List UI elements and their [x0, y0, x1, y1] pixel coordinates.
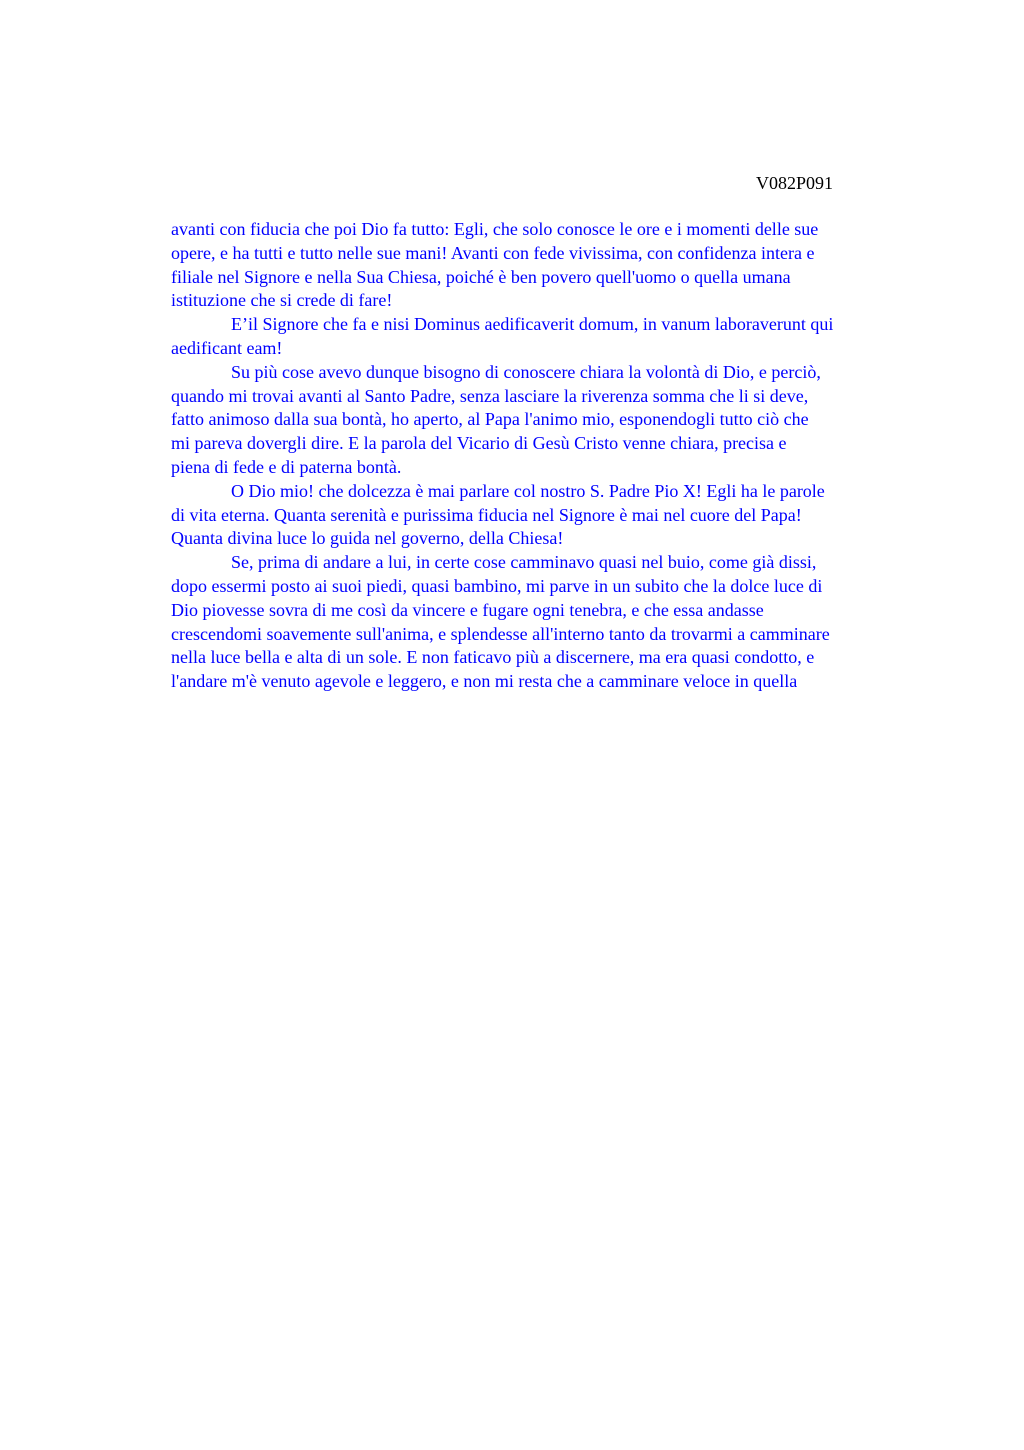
text-line: fatto animoso dalla sua bontà, ho aperto, al Papa l'animo mio, esponendogli tutto ciò che — [171, 409, 809, 430]
text-line: mi pareva dovergli dire. E la parola del Vicario di Gesù Cristo venne chiara, precisa e — [171, 433, 787, 454]
text-line: quando mi trovai avanti al Santo Padre, senza lasciare la riverenza somma che li si deve, — [171, 385, 809, 406]
text-line: di vita eterna. Quanta serenità e purissima fiducia nel Signore è mai nel cuore del Papa! — [171, 504, 802, 525]
page-identifier: V082P091 — [756, 173, 834, 193]
text-line: crescendomi soavemente sull'anima, e splendesse all'interno tanto da trovarmi a camminare — [171, 623, 830, 644]
text-line: Dio piovesse sovra di me così da vincere e fugare ogni tenebra, e che essa andasse — [171, 599, 764, 620]
text-line: l'andare m'è venuto agevole e leggero, e non mi resta che a camminare veloce in quella — [171, 671, 798, 692]
text-line: filiale nel Signore e nella Sua Chiesa, poiché è ben povero quell'uomo o quella umana — [171, 266, 791, 287]
text-line: avanti con fiducia che poi Dio fa tutto: Egli, che solo conosce le ore e i momenti delle sue — [171, 219, 819, 239]
text-line: opere, e ha tutti e tutto nelle sue mani! Avanti con fede vivissima, con confidenza intera e — [171, 242, 815, 263]
text-line: nella luce bella e alta di un sole. E non faticavo più a discernere, ma era quasi condotto, e — [171, 647, 815, 668]
text-line: Se, prima di andare a lui, in certe cose camminavo quasi nel buio, come già dissi, — [231, 552, 817, 573]
text-line: piena di fede e di paterna bontà. — [171, 456, 402, 477]
text-line: Quanta divina luce lo guida nel governo, della Chiesa! — [171, 528, 564, 549]
text-line: O Dio mio! che dolcezza è mai parlare col nostro S. Padre Pio X! Egli ha le parole — [231, 480, 825, 501]
body-text — [171, 218, 933, 694]
text-line: dopo essermi posto ai suoi piedi, quasi bambino, mi parve in un subito che la dolce luce di — [171, 575, 823, 596]
text-line: E’il Signore che fa e nisi Dominus aedificaverit domum, in vanum laboraverunt qui — [231, 314, 834, 335]
text-line: istituzione che si crede di fare! — [171, 290, 393, 311]
text-line: aedificant eam! — [171, 337, 283, 358]
text-line: Su più cose avevo dunque bisogno di conoscere chiara la volontà di Dio, e perciò, — [231, 361, 821, 382]
